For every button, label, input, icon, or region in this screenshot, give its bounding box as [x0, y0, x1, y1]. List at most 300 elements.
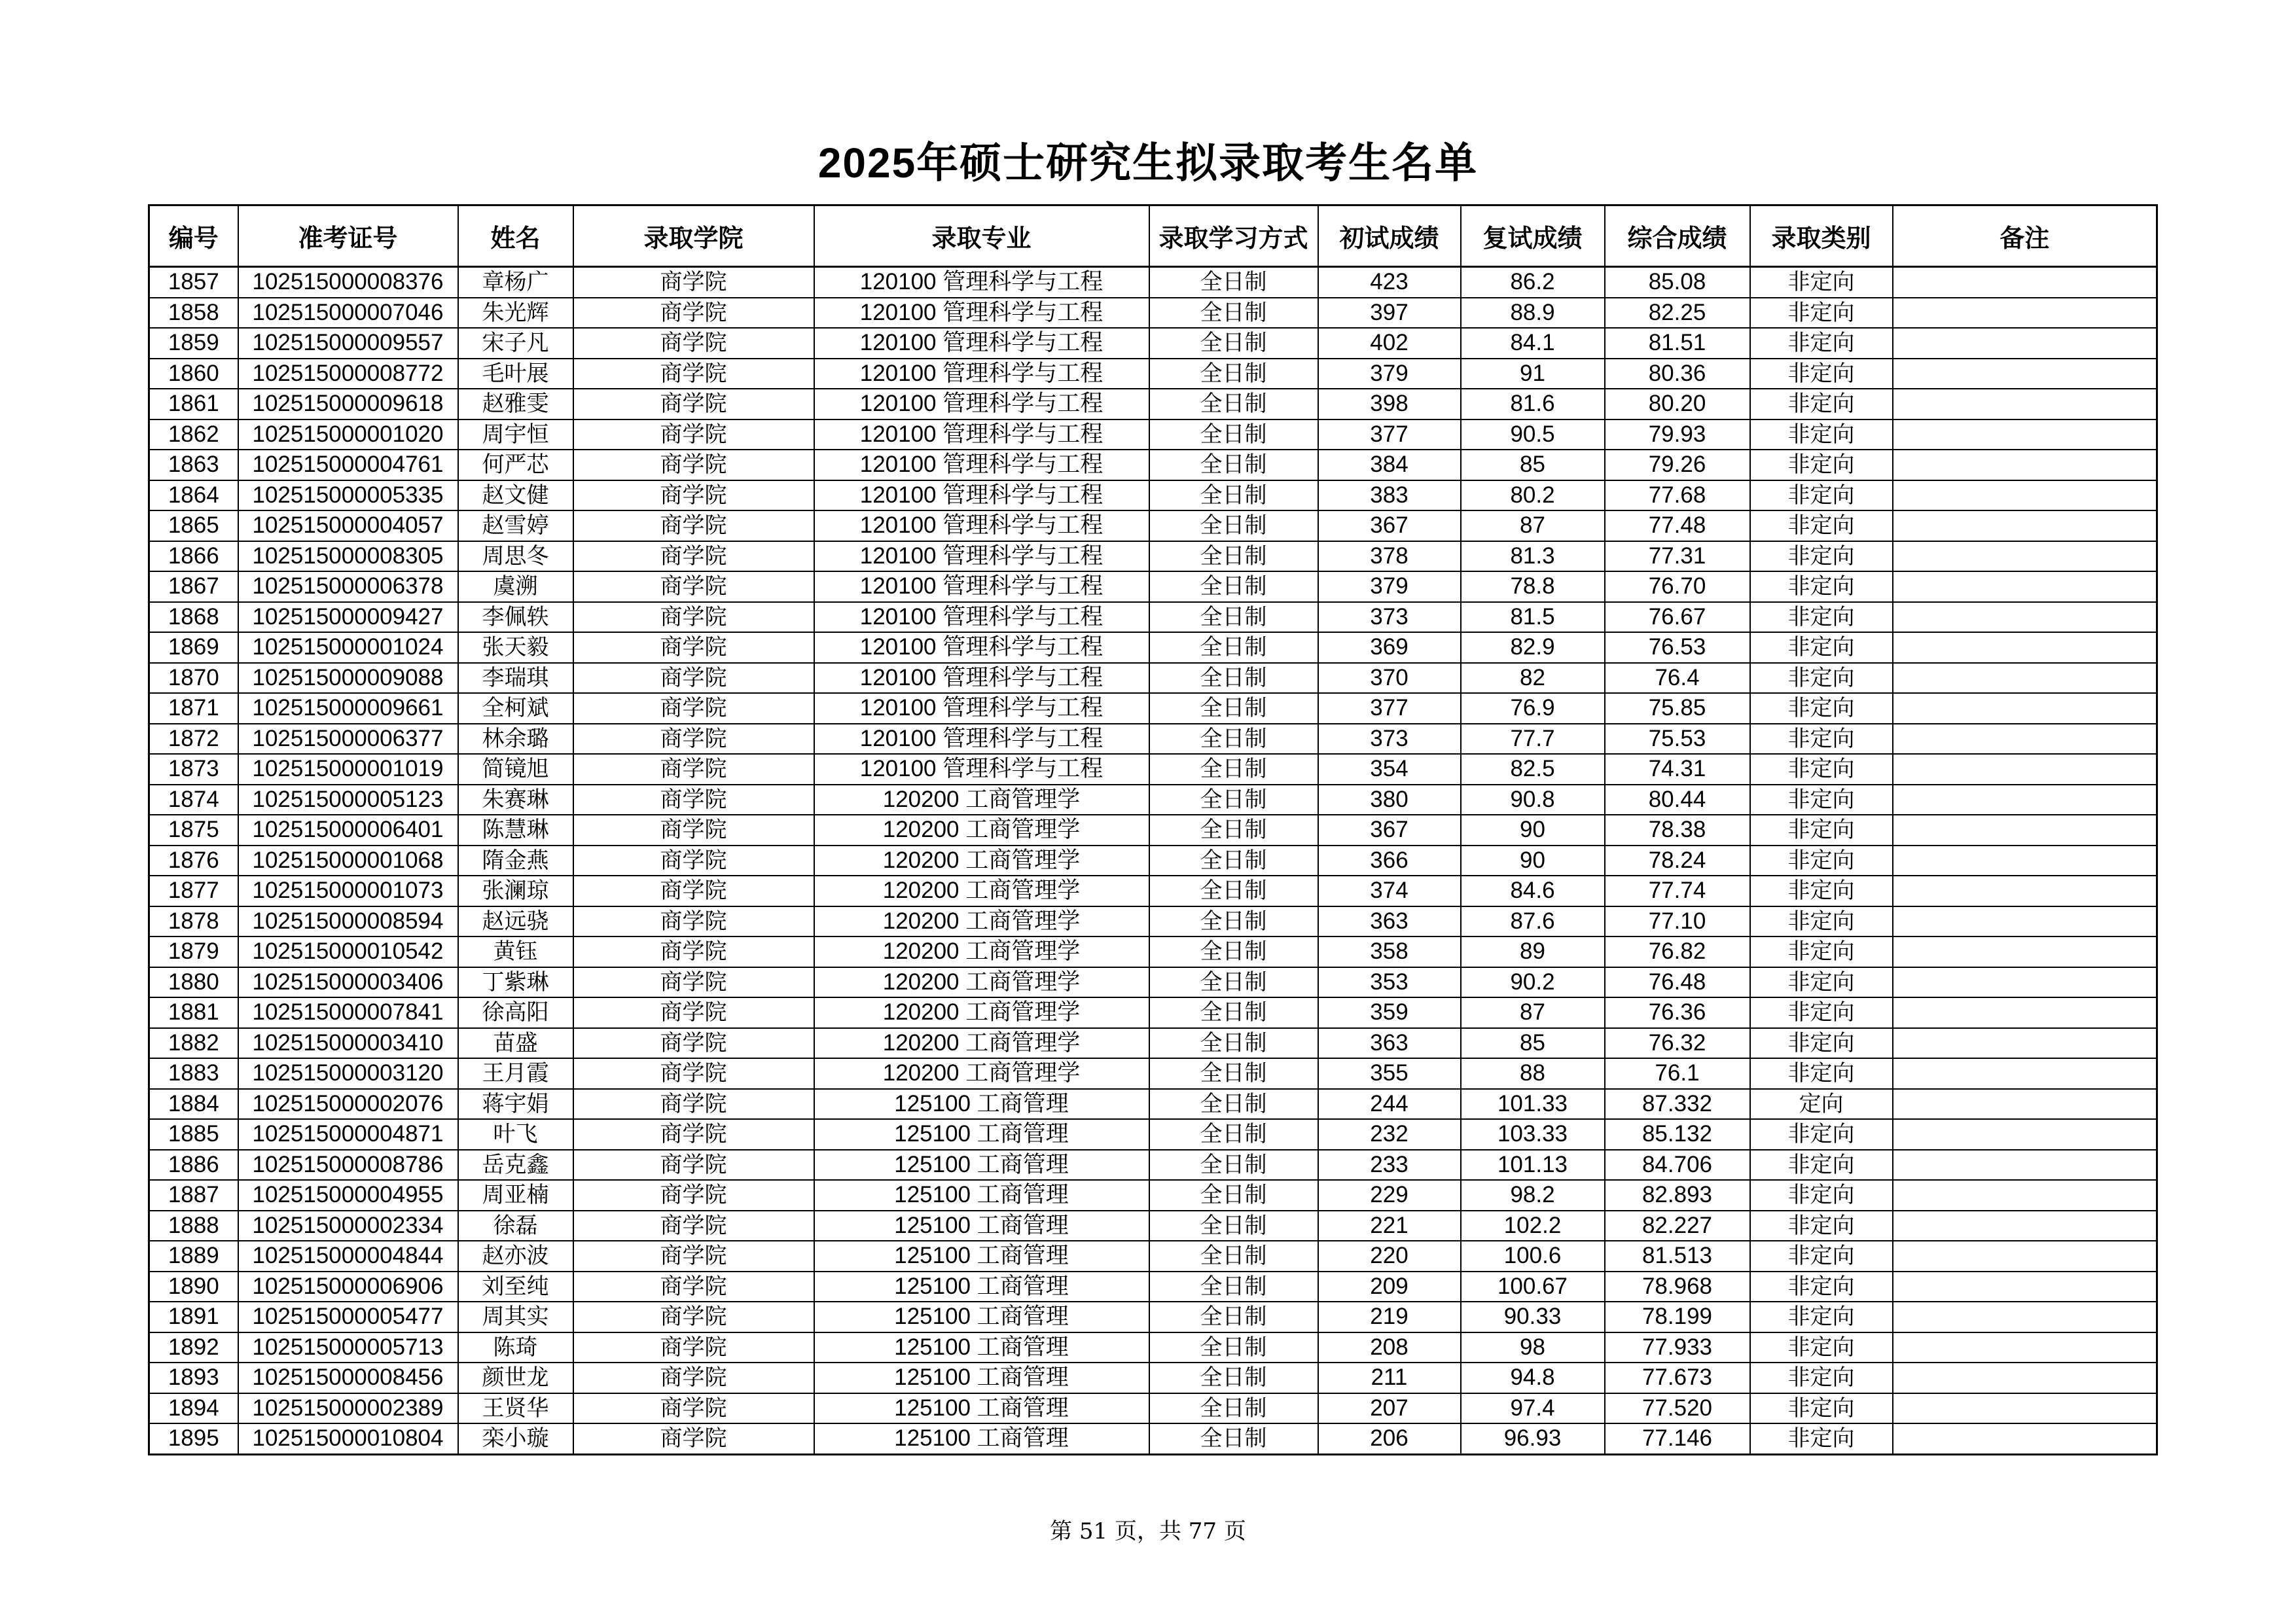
cell-remarks: [1893, 1180, 2157, 1211]
table-row: [149, 602, 2157, 633]
cell-initial-score: 377: [1318, 693, 1461, 724]
cell-college: 商学院: [573, 967, 814, 998]
cell-name: 何严芯: [458, 450, 573, 480]
cell-exam-id: 102515000001073: [238, 876, 458, 906]
table-header-row: [149, 205, 2157, 267]
cell-name: 周亚楠: [458, 1180, 573, 1211]
cell-major: 120100 管理科学与工程: [814, 389, 1149, 419]
cell-number: 1892: [149, 1332, 238, 1363]
cell-exam-id: 102515000005335: [238, 480, 458, 511]
cell-study-mode: 全日制: [1149, 663, 1318, 694]
cell-number: 1877: [149, 876, 238, 906]
cell-college: 商学院: [573, 846, 814, 876]
cell-study-mode: 全日制: [1149, 936, 1318, 967]
table-row: [149, 1180, 2157, 1211]
cell-study-mode: 全日制: [1149, 480, 1318, 511]
cell-name: 朱赛琳: [458, 785, 573, 815]
cell-initial-score: 367: [1318, 815, 1461, 846]
cell-college: 商学院: [573, 997, 814, 1028]
cell-retest-score: 102.2: [1461, 1211, 1605, 1241]
cell-exam-id: 102515000001024: [238, 632, 458, 663]
cell-retest-score: 81.5: [1461, 602, 1605, 633]
column-header-remarks: 备注: [1893, 205, 2157, 267]
cell-initial-score: 220: [1318, 1241, 1461, 1272]
cell-total-score: 82.25: [1605, 298, 1750, 329]
page-title: 2025年硕士研究生拟录取考生名单: [817, 139, 1479, 187]
cell-retest-score: 98.2: [1461, 1180, 1605, 1211]
cell-remarks: [1893, 663, 2157, 694]
cell-category: 非定向: [1750, 1423, 1893, 1454]
cell-name: 赵亦波: [458, 1241, 573, 1272]
cell-exam-id: 102515000010804: [238, 1423, 458, 1454]
cell-exam-id: 102515000008456: [238, 1363, 458, 1393]
cell-retest-score: 78.8: [1461, 571, 1605, 602]
table-row: [149, 1028, 2157, 1059]
cell-retest-score: 84.1: [1461, 328, 1605, 359]
table-row: [149, 359, 2157, 389]
cell-remarks: [1893, 1028, 2157, 1059]
cell-remarks: [1893, 997, 2157, 1028]
cell-remarks: [1893, 1150, 2157, 1181]
table-row: [149, 1272, 2157, 1302]
cell-retest-score: 90.33: [1461, 1302, 1605, 1332]
cell-study-mode: 全日制: [1149, 1423, 1318, 1454]
cell-major: 120100 管理科学与工程: [814, 328, 1149, 359]
cell-college: 商学院: [573, 450, 814, 480]
cell-initial-score: 354: [1318, 754, 1461, 785]
cell-total-score: 76.36: [1605, 997, 1750, 1028]
cell-remarks: [1893, 632, 2157, 663]
cell-initial-score: 355: [1318, 1058, 1461, 1089]
cell-number: 1862: [149, 419, 238, 450]
table-row: [149, 298, 2157, 329]
cell-category: 非定向: [1750, 1028, 1893, 1059]
cell-major: 120100 管理科学与工程: [814, 663, 1149, 694]
cell-college: 商学院: [573, 632, 814, 663]
cell-remarks: [1893, 602, 2157, 633]
table-row: [149, 419, 2157, 450]
cell-major: 120100 管理科学与工程: [814, 602, 1149, 633]
cell-retest-score: 82.9: [1461, 632, 1605, 663]
cell-major: 125100 工商管理: [814, 1089, 1149, 1120]
cell-number: 1871: [149, 693, 238, 724]
cell-total-score: 81.513: [1605, 1241, 1750, 1272]
cell-total-score: 82.227: [1605, 1211, 1750, 1241]
cell-study-mode: 全日制: [1149, 1211, 1318, 1241]
cell-remarks: [1893, 1119, 2157, 1150]
cell-name: 黄钰: [458, 936, 573, 967]
cell-college: 商学院: [573, 602, 814, 633]
cell-retest-score: 76.9: [1461, 693, 1605, 724]
cell-college: 商学院: [573, 1058, 814, 1089]
table-row: [149, 997, 2157, 1028]
table-row: [149, 510, 2157, 541]
table-row: [149, 1423, 2157, 1454]
cell-remarks: [1893, 541, 2157, 572]
table-row: [149, 724, 2157, 755]
cell-exam-id: 102515000004761: [238, 450, 458, 480]
cell-number: 1890: [149, 1272, 238, 1302]
cell-remarks: [1893, 450, 2157, 480]
cell-exam-id: 102515000009557: [238, 328, 458, 359]
cell-name: 简镜旭: [458, 754, 573, 785]
cell-college: 商学院: [573, 480, 814, 511]
cell-name: 赵雅雯: [458, 389, 573, 419]
cell-major: 120100 管理科学与工程: [814, 571, 1149, 602]
cell-category: 定向: [1750, 1089, 1893, 1120]
cell-number: 1865: [149, 510, 238, 541]
cell-study-mode: 全日制: [1149, 1119, 1318, 1150]
cell-major: 120100 管理科学与工程: [814, 298, 1149, 329]
cell-exam-id: 102515000010542: [238, 936, 458, 967]
cell-retest-score: 101.33: [1461, 1089, 1605, 1120]
cell-major: 120100 管理科学与工程: [814, 419, 1149, 450]
cell-name: 朱光辉: [458, 298, 573, 329]
cell-initial-score: 363: [1318, 906, 1461, 937]
cell-remarks: [1893, 1302, 2157, 1332]
cell-category: 非定向: [1750, 785, 1893, 815]
cell-number: 1886: [149, 1150, 238, 1181]
cell-college: 商学院: [573, 1302, 814, 1332]
cell-initial-score: 207: [1318, 1393, 1461, 1424]
cell-initial-score: 369: [1318, 632, 1461, 663]
cell-name: 刘至纯: [458, 1272, 573, 1302]
cell-total-score: 81.51: [1605, 328, 1750, 359]
cell-category: 非定向: [1750, 571, 1893, 602]
cell-number: 1880: [149, 967, 238, 998]
cell-remarks: [1893, 571, 2157, 602]
cell-study-mode: 全日制: [1149, 846, 1318, 876]
cell-total-score: 77.31: [1605, 541, 1750, 572]
cell-exam-id: 102515000009661: [238, 693, 458, 724]
cell-study-mode: 全日制: [1149, 267, 1318, 298]
cell-major: 120100 管理科学与工程: [814, 359, 1149, 389]
cell-initial-score: 363: [1318, 1028, 1461, 1059]
cell-category: 非定向: [1750, 663, 1893, 694]
cell-major: 120200 工商管理学: [814, 785, 1149, 815]
table-row: [149, 1393, 2157, 1424]
cell-exam-id: 102515000002389: [238, 1393, 458, 1424]
table-row: [149, 1150, 2157, 1181]
cell-study-mode: 全日制: [1149, 450, 1318, 480]
cell-category: 非定向: [1750, 480, 1893, 511]
cell-number: 1888: [149, 1211, 238, 1241]
cell-initial-score: 358: [1318, 936, 1461, 967]
cell-college: 商学院: [573, 1150, 814, 1181]
cell-number: 1864: [149, 480, 238, 511]
table-row: [149, 541, 2157, 572]
cell-retest-score: 100.6: [1461, 1241, 1605, 1272]
cell-category: 非定向: [1750, 541, 1893, 572]
table-row: [149, 328, 2157, 359]
cell-total-score: 78.199: [1605, 1302, 1750, 1332]
cell-number: 1884: [149, 1089, 238, 1120]
cell-total-score: 75.53: [1605, 724, 1750, 755]
cell-retest-score: 80.2: [1461, 480, 1605, 511]
cell-exam-id: 102515000008305: [238, 541, 458, 572]
cell-remarks: [1893, 693, 2157, 724]
cell-college: 商学院: [573, 876, 814, 906]
cell-total-score: 76.32: [1605, 1028, 1750, 1059]
cell-exam-id: 102515000008594: [238, 906, 458, 937]
cell-remarks: [1893, 1089, 2157, 1120]
cell-exam-id: 102515000005477: [238, 1302, 458, 1332]
table-row: [149, 936, 2157, 967]
cell-initial-score: 379: [1318, 359, 1461, 389]
cell-category: 非定向: [1750, 846, 1893, 876]
cell-remarks: [1893, 815, 2157, 846]
cell-exam-id: 102515000001068: [238, 846, 458, 876]
cell-exam-id: 102515000002076: [238, 1089, 458, 1120]
cell-exam-id: 102515000004057: [238, 510, 458, 541]
cell-category: 非定向: [1750, 876, 1893, 906]
cell-exam-id: 102515000007841: [238, 997, 458, 1028]
cell-college: 商学院: [573, 1241, 814, 1272]
cell-major: 120100 管理科学与工程: [814, 480, 1149, 511]
cell-remarks: [1893, 846, 2157, 876]
cell-total-score: 80.20: [1605, 389, 1750, 419]
cell-study-mode: 全日制: [1149, 359, 1318, 389]
cell-name: 王贤华: [458, 1393, 573, 1424]
cell-category: 非定向: [1750, 1119, 1893, 1150]
cell-study-mode: 全日制: [1149, 693, 1318, 724]
cell-retest-score: 90: [1461, 815, 1605, 846]
cell-study-mode: 全日制: [1149, 510, 1318, 541]
cell-study-mode: 全日制: [1149, 1058, 1318, 1089]
cell-remarks: [1893, 419, 2157, 450]
cell-study-mode: 全日制: [1149, 906, 1318, 937]
cell-name: 赵雪婷: [458, 510, 573, 541]
cell-major: 120100 管理科学与工程: [814, 450, 1149, 480]
cell-remarks: [1893, 298, 2157, 329]
cell-exam-id: 102515000008786: [238, 1150, 458, 1181]
cell-retest-score: 82.5: [1461, 754, 1605, 785]
column-header-college: 录取学院: [573, 205, 814, 267]
cell-college: 商学院: [573, 785, 814, 815]
cell-initial-score: 209: [1318, 1272, 1461, 1302]
cell-study-mode: 全日制: [1149, 815, 1318, 846]
cell-category: 非定向: [1750, 602, 1893, 633]
cell-remarks: [1893, 906, 2157, 937]
cell-major: 120100 管理科学与工程: [814, 632, 1149, 663]
cell-college: 商学院: [573, 419, 814, 450]
cell-initial-score: 211: [1318, 1363, 1461, 1393]
cell-study-mode: 全日制: [1149, 571, 1318, 602]
cell-initial-score: 233: [1318, 1150, 1461, 1181]
table-row: [149, 1211, 2157, 1241]
cell-initial-score: 370: [1318, 663, 1461, 694]
cell-total-score: 80.36: [1605, 359, 1750, 389]
column-header-total-score: 综合成绩: [1605, 205, 1750, 267]
cell-total-score: 77.48: [1605, 510, 1750, 541]
cell-exam-id: 102515000003120: [238, 1058, 458, 1089]
cell-remarks: [1893, 1241, 2157, 1272]
cell-study-mode: 全日制: [1149, 1272, 1318, 1302]
cell-initial-score: 229: [1318, 1180, 1461, 1211]
cell-remarks: [1893, 328, 2157, 359]
cell-exam-id: 102515000004871: [238, 1119, 458, 1150]
cell-college: 商学院: [573, 936, 814, 967]
cell-retest-score: 88.9: [1461, 298, 1605, 329]
cell-exam-id: 102515000006906: [238, 1272, 458, 1302]
cell-study-mode: 全日制: [1149, 754, 1318, 785]
cell-category: 非定向: [1750, 450, 1893, 480]
cell-initial-score: 353: [1318, 967, 1461, 998]
cell-category: 非定向: [1750, 1332, 1893, 1363]
cell-exam-id: 102515000009088: [238, 663, 458, 694]
cell-major: 125100 工商管理: [814, 1241, 1149, 1272]
cell-name: 章杨广: [458, 267, 573, 298]
cell-initial-score: 373: [1318, 724, 1461, 755]
column-header-major: 录取专业: [814, 205, 1149, 267]
cell-category: 非定向: [1750, 328, 1893, 359]
cell-retest-score: 85: [1461, 450, 1605, 480]
cell-name: 岳克鑫: [458, 1150, 573, 1181]
cell-number: 1867: [149, 571, 238, 602]
table-row: [149, 967, 2157, 998]
cell-initial-score: 402: [1318, 328, 1461, 359]
column-header-category: 录取类别: [1750, 205, 1893, 267]
table-row: [149, 480, 2157, 511]
cell-name: 隋金燕: [458, 846, 573, 876]
cell-number: 1889: [149, 1241, 238, 1272]
cell-college: 商学院: [573, 1119, 814, 1150]
cell-retest-score: 84.6: [1461, 876, 1605, 906]
cell-retest-score: 101.13: [1461, 1150, 1605, 1181]
cell-name: 丁紫琳: [458, 967, 573, 998]
cell-major: 120200 工商管理学: [814, 846, 1149, 876]
cell-major: 125100 工商管理: [814, 1272, 1149, 1302]
cell-major: 125100 工商管理: [814, 1423, 1149, 1454]
cell-category: 非定向: [1750, 389, 1893, 419]
cell-number: 1857: [149, 267, 238, 298]
cell-initial-score: 383: [1318, 480, 1461, 511]
cell-study-mode: 全日制: [1149, 785, 1318, 815]
cell-retest-score: 100.67: [1461, 1272, 1605, 1302]
cell-remarks: [1893, 510, 2157, 541]
cell-initial-score: 378: [1318, 541, 1461, 572]
cell-total-score: 85.132: [1605, 1119, 1750, 1150]
cell-major: 120200 工商管理学: [814, 815, 1149, 846]
cell-category: 非定向: [1750, 1302, 1893, 1332]
cell-name: 徐磊: [458, 1211, 573, 1241]
cell-study-mode: 全日制: [1149, 1028, 1318, 1059]
cell-initial-score: 398: [1318, 389, 1461, 419]
cell-major: 125100 工商管理: [814, 1119, 1149, 1150]
cell-exam-id: 102515000006401: [238, 815, 458, 846]
cell-remarks: [1893, 389, 2157, 419]
cell-study-mode: 全日制: [1149, 1150, 1318, 1181]
cell-total-score: 76.53: [1605, 632, 1750, 663]
cell-name: 陈慧琳: [458, 815, 573, 846]
cell-study-mode: 全日制: [1149, 389, 1318, 419]
cell-total-score: 77.933: [1605, 1332, 1750, 1363]
cell-total-score: 77.10: [1605, 906, 1750, 937]
cell-college: 商学院: [573, 663, 814, 694]
table-body: [149, 267, 2157, 1455]
cell-initial-score: 366: [1318, 846, 1461, 876]
table-row: [149, 876, 2157, 906]
cell-category: 非定向: [1750, 1393, 1893, 1424]
cell-major: 125100 工商管理: [814, 1150, 1149, 1181]
cell-college: 商学院: [573, 1028, 814, 1059]
cell-total-score: 78.968: [1605, 1272, 1750, 1302]
cell-major: 120100 管理科学与工程: [814, 267, 1149, 298]
cell-number: 1861: [149, 389, 238, 419]
cell-college: 商学院: [573, 328, 814, 359]
cell-study-mode: 全日制: [1149, 602, 1318, 633]
cell-category: 非定向: [1750, 1058, 1893, 1089]
cell-total-score: 85.08: [1605, 267, 1750, 298]
cell-initial-score: 359: [1318, 997, 1461, 1028]
cell-college: 商学院: [573, 1272, 814, 1302]
cell-major: 125100 工商管理: [814, 1332, 1149, 1363]
cell-category: 非定向: [1750, 1272, 1893, 1302]
cell-category: 非定向: [1750, 267, 1893, 298]
cell-initial-score: 384: [1318, 450, 1461, 480]
cell-name: 颜世龙: [458, 1363, 573, 1393]
table-row: [149, 1058, 2157, 1089]
cell-major: 120200 工商管理学: [814, 906, 1149, 937]
cell-name: 王月霞: [458, 1058, 573, 1089]
cell-college: 商学院: [573, 1363, 814, 1393]
cell-retest-score: 96.93: [1461, 1423, 1605, 1454]
cell-retest-score: 97.4: [1461, 1393, 1605, 1424]
cell-number: 1870: [149, 663, 238, 694]
cell-name: 蒋宇娟: [458, 1089, 573, 1120]
column-header-exam-id: 准考证号: [238, 205, 458, 267]
cell-remarks: [1893, 785, 2157, 815]
table-row: [149, 663, 2157, 694]
cell-total-score: 77.673: [1605, 1363, 1750, 1393]
cell-major: 125100 工商管理: [814, 1393, 1149, 1424]
cell-study-mode: 全日制: [1149, 1363, 1318, 1393]
cell-category: 非定向: [1750, 724, 1893, 755]
cell-name: 宋子凡: [458, 328, 573, 359]
cell-remarks: [1893, 1423, 2157, 1454]
cell-major: 125100 工商管理: [814, 1363, 1149, 1393]
cell-number: 1858: [149, 298, 238, 329]
table-row: [149, 846, 2157, 876]
table-row: [149, 754, 2157, 785]
cell-total-score: 87.332: [1605, 1089, 1750, 1120]
table-row: [149, 906, 2157, 937]
cell-category: 非定向: [1750, 632, 1893, 663]
cell-retest-score: 81.6: [1461, 389, 1605, 419]
cell-remarks: [1893, 1363, 2157, 1393]
cell-retest-score: 85: [1461, 1028, 1605, 1059]
cell-total-score: 77.146: [1605, 1423, 1750, 1454]
cell-name: 周宇恒: [458, 419, 573, 450]
cell-remarks: [1893, 967, 2157, 998]
cell-study-mode: 全日制: [1149, 419, 1318, 450]
cell-exam-id: 102515000005123: [238, 785, 458, 815]
cell-exam-id: 102515000001020: [238, 419, 458, 450]
cell-remarks: [1893, 1211, 2157, 1241]
cell-major: 120200 工商管理学: [814, 876, 1149, 906]
cell-retest-score: 77.7: [1461, 724, 1605, 755]
cell-college: 商学院: [573, 693, 814, 724]
cell-number: 1866: [149, 541, 238, 572]
cell-number: 1894: [149, 1393, 238, 1424]
cell-exam-id: 102515000001019: [238, 754, 458, 785]
cell-exam-id: 102515000007046: [238, 298, 458, 329]
cell-number: 1872: [149, 724, 238, 755]
cell-exam-id: 102515000004955: [238, 1180, 458, 1211]
cell-name: 毛叶展: [458, 359, 573, 389]
cell-name: 陈琦: [458, 1332, 573, 1363]
cell-name: 全柯斌: [458, 693, 573, 724]
